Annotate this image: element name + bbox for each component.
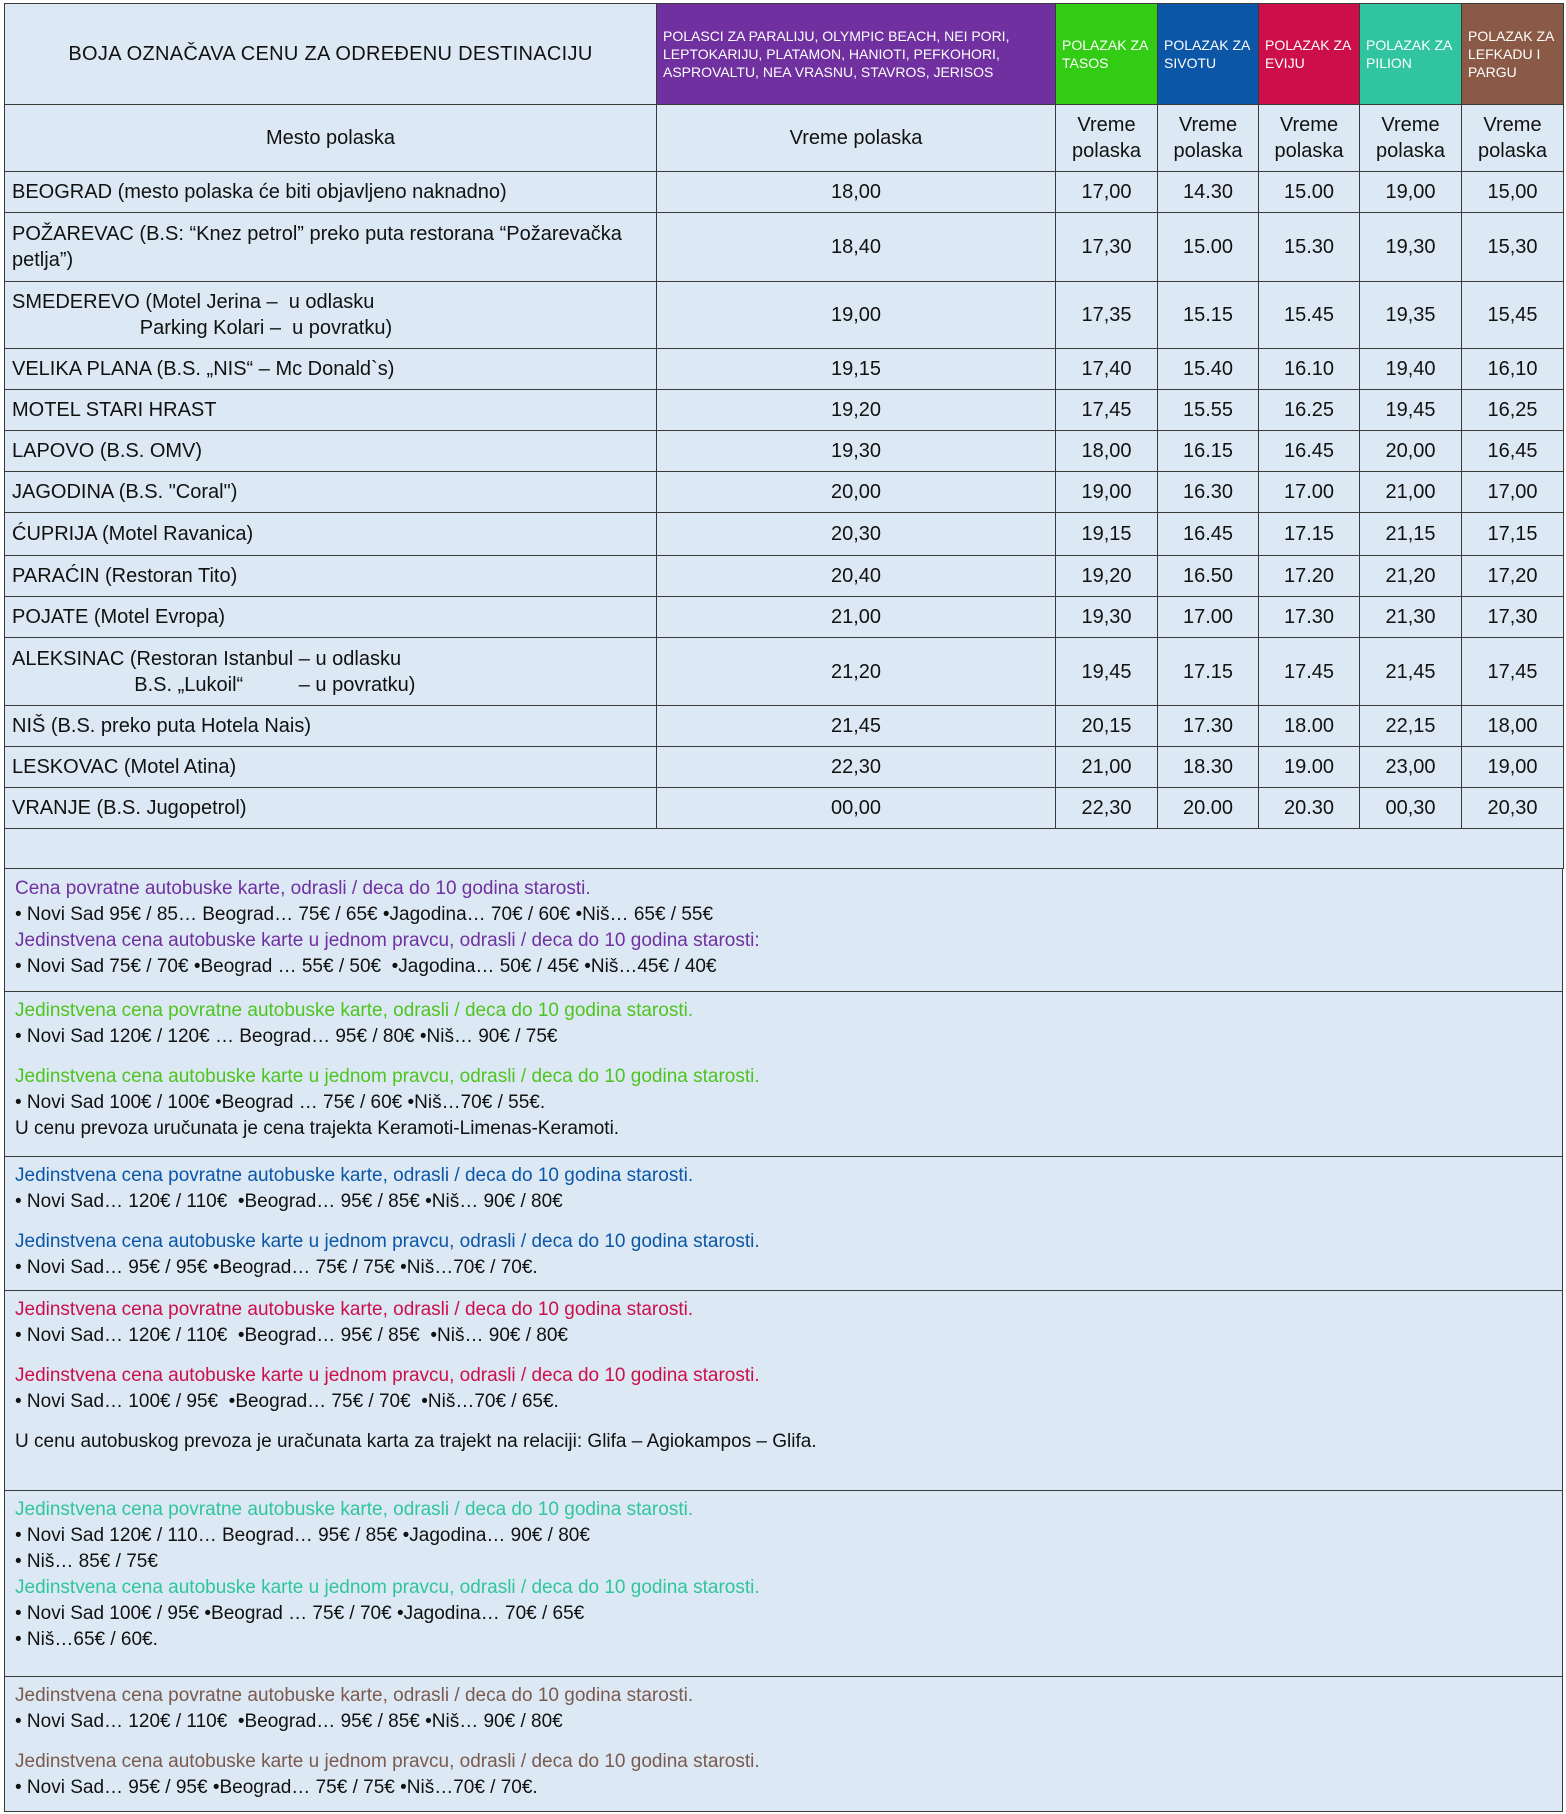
destination-greece-coast: POLASCI ZA PARALIJU, OLYMPIC BEACH, NEI PORI, LEPTOKARIJU, PLATAMON, HANIOTI, PEFKOHORI, ASPROVALTU, NEA VRASNU, STAVROS, JERISOS (657, 4, 1056, 105)
departure-time: 15.00 (1259, 172, 1360, 213)
departure-time: 16.50 (1158, 556, 1259, 597)
price-block (4, 1677, 1563, 1812)
departure-time: 16.15 (1158, 431, 1259, 472)
departure-place: POŽAREVAC (B.S: “Knez petrol” preko puta restorana “Požarevačka petlja”) (5, 213, 657, 282)
departure-time: 21,30 (1360, 597, 1462, 638)
departure-time: 16.45 (1259, 431, 1360, 472)
col-departure-time-evia: Vreme polaska (1259, 105, 1360, 172)
schedule-row (5, 706, 1564, 747)
departure-time: 17.30 (1259, 597, 1360, 638)
departure-time: 20,00 (1360, 431, 1462, 472)
schedule-row (5, 747, 1564, 788)
departure-time: 17,30 (1462, 597, 1564, 638)
departure-time: 21,15 (1360, 513, 1462, 556)
schedule-row (5, 431, 1564, 472)
departure-time: 15.40 (1158, 349, 1259, 390)
col-departure-time-lefkada: Vreme polaska (1462, 105, 1564, 172)
departure-time: 19,20 (657, 390, 1056, 431)
departure-time: 19,00 (657, 282, 1056, 349)
departure-time: 17.00 (1158, 597, 1259, 638)
departure-time: 19,00 (1056, 472, 1158, 513)
departure-time: 15,45 (1462, 282, 1564, 349)
departure-time: 19,00 (1360, 172, 1462, 213)
price-heading: Jedinstvena cena povratne autobuske karte, odrasli / deca do 10 godina starosti. (15, 1000, 694, 1021)
departure-time: 17,45 (1462, 638, 1564, 706)
departure-time: 19,30 (1360, 213, 1462, 282)
price-heading: Jedinstvena cena autobuske karte u jednom pravcu, odrasli / deca do 10 godina starosti. (15, 1365, 760, 1386)
departure-time: 21,20 (1360, 556, 1462, 597)
departure-place: VRANJE (B.S. Jugopetrol) (5, 788, 657, 829)
price-gap (15, 1215, 1552, 1229)
departure-time: 18,40 (657, 213, 1056, 282)
departure-time: 18,00 (1462, 706, 1564, 747)
departure-time: 16,10 (1462, 349, 1564, 390)
departure-time: 19,15 (657, 349, 1056, 390)
departure-time: 16,45 (1462, 431, 1564, 472)
schedule-row (5, 597, 1564, 638)
departure-time: 15.30 (1259, 213, 1360, 282)
legend-row (5, 4, 1564, 105)
departure-time: 00,30 (1360, 788, 1462, 829)
destination-evia: POLAZAK ZA EVIJU (1259, 4, 1360, 105)
price-gap (15, 1735, 1552, 1749)
departure-time: 17,15 (1462, 513, 1564, 556)
departure-time: 21,00 (1360, 472, 1462, 513)
departure-time: 16.25 (1259, 390, 1360, 431)
departure-time: 21,20 (657, 638, 1056, 706)
price-line: • Novi Sad 100€ / 95€ •Beograd … 75€ / 70€ •Jagodina… 70€ / 65€ (15, 1603, 585, 1624)
departure-time: 19,20 (1056, 556, 1158, 597)
spacer-row (5, 829, 1564, 869)
departure-place: NIŠ (B.S. preko puta Hotela Nais) (5, 706, 657, 747)
departure-time: 17.15 (1158, 638, 1259, 706)
spacer-cell (5, 829, 1564, 869)
departure-time: 18,00 (1056, 431, 1158, 472)
price-block (4, 1157, 1563, 1291)
schedule-row (5, 513, 1564, 556)
price-heading: Jedinstvena cena autobuske karte u jednom pravcu, odrasli / deca do 10 godina starosti. (15, 1066, 760, 1087)
price-gap (15, 1349, 1552, 1363)
col-departure-time: Vreme polaska (657, 105, 1056, 172)
price-line: • Novi Sad… 95€ / 95€ •Beograd… 75€ / 75€ •Niš…70€ / 70€. (15, 1777, 538, 1798)
departure-time: 14.30 (1158, 172, 1259, 213)
departure-time: 00,00 (657, 788, 1056, 829)
price-line: • Novi Sad 75€ / 70€ •Beograd … 55€ / 50€ •Jagodina… 50€ / 45€ •Niš…45€ / 40€ (15, 956, 717, 977)
price-line: • Novi Sad… 120€ / 110€ •Beograd… 95€ / 85€ •Niš… 90€ / 80€ (15, 1711, 563, 1732)
destination-lefkada: POLAZAK ZA LEFKADU I PARGU (1462, 4, 1564, 105)
legend-title: BOJA OZNAČAVA CENU ZA ODREĐENU DESTINACIJU (5, 4, 657, 105)
price-line: • Novi Sad… 100€ / 95€ •Beograd… 75€ / 70€ •Niš…70€ / 65€. (15, 1391, 559, 1412)
price-block (4, 1291, 1563, 1491)
price-gap (15, 1415, 1552, 1429)
departure-time: 15.15 (1158, 282, 1259, 349)
price-heading: Jedinstvena cena povratne autobuske karte, odrasli / deca do 10 godina starosti. (15, 1165, 694, 1186)
col-departure-time-tasos: Vreme polaska (1056, 105, 1158, 172)
departure-time: 17.45 (1259, 638, 1360, 706)
departure-place: MOTEL STARI HRAST (5, 390, 657, 431)
price-block (4, 870, 1563, 992)
price-block (4, 992, 1563, 1157)
price-gap (15, 1050, 1552, 1064)
departure-place: VELIKA PLANA (B.S. „NIS“ – Mc Donald`s) (5, 349, 657, 390)
departure-time: 17,00 (1056, 172, 1158, 213)
departure-time: 21,45 (657, 706, 1056, 747)
departure-time: 16,25 (1462, 390, 1564, 431)
departure-time: 20,30 (1462, 788, 1564, 829)
schedule-row (5, 172, 1564, 213)
schedule-row (5, 638, 1564, 706)
destination-sivota: POLAZAK ZA SIVOTU (1158, 4, 1259, 105)
departure-time: 15.45 (1259, 282, 1360, 349)
departure-place: BEOGRAD (mesto polaska će biti objavljeno naknadno) (5, 172, 657, 213)
departure-time: 23,00 (1360, 747, 1462, 788)
price-line: • Novi Sad… 95€ / 95€ •Beograd… 75€ / 75€ •Niš…70€ / 70€. (15, 1257, 538, 1278)
departure-time: 17,35 (1056, 282, 1158, 349)
departure-time: 19,45 (1056, 638, 1158, 706)
price-heading: Jedinstvena cena povratne autobuske karte, odrasli / deca do 10 godina starosti. (15, 1299, 694, 1320)
departure-place: JAGODINA (B.S. "Coral") (5, 472, 657, 513)
departure-time: 22,30 (657, 747, 1056, 788)
departure-time: 19,30 (1056, 597, 1158, 638)
price-line: • Novi Sad 100€ / 100€ •Beograd … 75€ / 60€ •Niš…70€ / 55€. (15, 1092, 546, 1113)
departure-time: 20,00 (657, 472, 1056, 513)
price-gap (15, 1455, 1552, 1469)
schedule-row (5, 556, 1564, 597)
col-departure-place: Mesto polaska (5, 105, 657, 172)
departure-time: 19,15 (1056, 513, 1158, 556)
departure-time: 19,45 (1360, 390, 1462, 431)
price-line: • Novi Sad 120€ / 110… Beograd… 95€ / 85€ •Jagodina… 90€ / 80€ (15, 1525, 590, 1546)
departure-time: 17,45 (1056, 390, 1158, 431)
price-line: U cenu prevoza uručunata je cena trajekta Keramoti-Limenas-Keramoti. (15, 1118, 620, 1139)
departure-time: 20.30 (1259, 788, 1360, 829)
column-header-row (5, 105, 1564, 172)
departure-time: 15,00 (1462, 172, 1564, 213)
departure-time: 16.10 (1259, 349, 1360, 390)
price-heading: Cena povratne autobuske karte, odrasli / deca do 10 godina starosti. (15, 878, 591, 899)
departure-time: 21,00 (657, 597, 1056, 638)
price-heading: Jedinstvena cena autobuske karte u jednom pravcu, odrasli / deca do 10 godina starosti. (15, 1231, 760, 1252)
schedule-row (5, 282, 1564, 349)
departure-time: 22,15 (1360, 706, 1462, 747)
departure-place: LAPOVO (B.S. OMV) (5, 431, 657, 472)
departure-time: 19,40 (1360, 349, 1462, 390)
price-line: • Novi Sad… 120€ / 110€ •Beograd… 95€ / 85€ •Niš… 90€ / 80€ (15, 1325, 568, 1346)
price-heading: Jedinstvena cena autobuske karte u jednom pravcu, odrasli / deca do 10 godina starosti. (15, 1577, 760, 1598)
departure-time: 18.00 (1259, 706, 1360, 747)
schedule-row (5, 788, 1564, 829)
departure-time: 18,00 (657, 172, 1056, 213)
col-departure-time-sivota: Vreme polaska (1158, 105, 1259, 172)
price-line: • Novi Sad 95€ / 85… Beograd… 75€ / 65€ •Jagodina… 70€ / 60€ •Niš… 65€ / 55€ (15, 904, 714, 925)
departure-time: 17.20 (1259, 556, 1360, 597)
price-line: • Niš… 85€ / 75€ (15, 1551, 158, 1572)
departure-time: 17,40 (1056, 349, 1158, 390)
price-line: • Novi Sad… 120€ / 110€ •Beograd… 95€ / 85€ •Niš… 90€ / 80€ (15, 1191, 563, 1212)
departure-time: 17.15 (1259, 513, 1360, 556)
departure-time: 17,00 (1462, 472, 1564, 513)
price-heading: Jedinstvena cena povratne autobuske karte, odrasli / deca do 10 godina starosti. (15, 1685, 694, 1706)
departure-time: 20,30 (657, 513, 1056, 556)
departure-time: 15.00 (1158, 213, 1259, 282)
departure-time: 16.30 (1158, 472, 1259, 513)
departure-time: 19,00 (1462, 747, 1564, 788)
departure-place: SMEDEREVO (Motel Jerina – u odlasku Parking Kolari – u povratku) (5, 282, 657, 349)
destination-pilion: POLAZAK ZA PILION (1360, 4, 1462, 105)
departure-time: 18.30 (1158, 747, 1259, 788)
schedule-table (4, 3, 1564, 869)
schedule-row (5, 213, 1564, 282)
departure-place: LESKOVAC (Motel Atina) (5, 747, 657, 788)
departure-time: 17.30 (1158, 706, 1259, 747)
departure-time: 22,30 (1056, 788, 1158, 829)
departure-place: POJATE (Motel Evropa) (5, 597, 657, 638)
departure-time: 19.00 (1259, 747, 1360, 788)
departure-time: 15,30 (1462, 213, 1564, 282)
departure-time: 20,40 (657, 556, 1056, 597)
departure-time: 19,35 (1360, 282, 1462, 349)
departure-time: 19,30 (657, 431, 1056, 472)
schedule-row (5, 472, 1564, 513)
departure-time: 17,30 (1056, 213, 1158, 282)
price-heading: Jedinstvena cena povratne autobuske karte, odrasli / deca do 10 godina starosti. (15, 1499, 694, 1520)
price-line: • Niš…65€ / 60€. (15, 1629, 158, 1650)
price-line: U cenu autobuskog prevoza je uračunata karta za trajekt na relaciji: Glifa – Agiokampos – Glifa. (15, 1431, 817, 1452)
destination-tasos: POLAZAK ZA TASOS (1056, 4, 1158, 105)
departure-time: 21,45 (1360, 638, 1462, 706)
price-heading: Jedinstvena cena autobuske karte u jednom pravcu, odrasli / deca do 10 godina starosti: (15, 930, 760, 951)
price-notes (4, 870, 1563, 1812)
departure-place: PARAĆIN (Restoran Tito) (5, 556, 657, 597)
departure-time: 20,15 (1056, 706, 1158, 747)
departure-time: 16.45 (1158, 513, 1259, 556)
price-line: • Novi Sad 120€ / 120€ … Beograd… 95€ / 80€ •Niš… 90€ / 75€ (15, 1026, 558, 1047)
col-departure-time-pilion: Vreme polaska (1360, 105, 1462, 172)
departure-place: ALEKSINAC (Restoran Istanbul – u odlasku B.S. „Lukoil“ – u povratku) (5, 638, 657, 706)
departure-time: 17,20 (1462, 556, 1564, 597)
schedule-row (5, 390, 1564, 431)
price-heading: Jedinstvena cena autobuske karte u jednom pravcu, odrasli / deca do 10 godina starosti. (15, 1751, 760, 1772)
departure-time: 17.00 (1259, 472, 1360, 513)
departure-time: 20.00 (1158, 788, 1259, 829)
departure-time: 15.55 (1158, 390, 1259, 431)
schedule-row (5, 349, 1564, 390)
departure-place: ĆUPRIJA (Motel Ravanica) (5, 513, 657, 556)
price-block (4, 1491, 1563, 1677)
departure-time: 21,00 (1056, 747, 1158, 788)
